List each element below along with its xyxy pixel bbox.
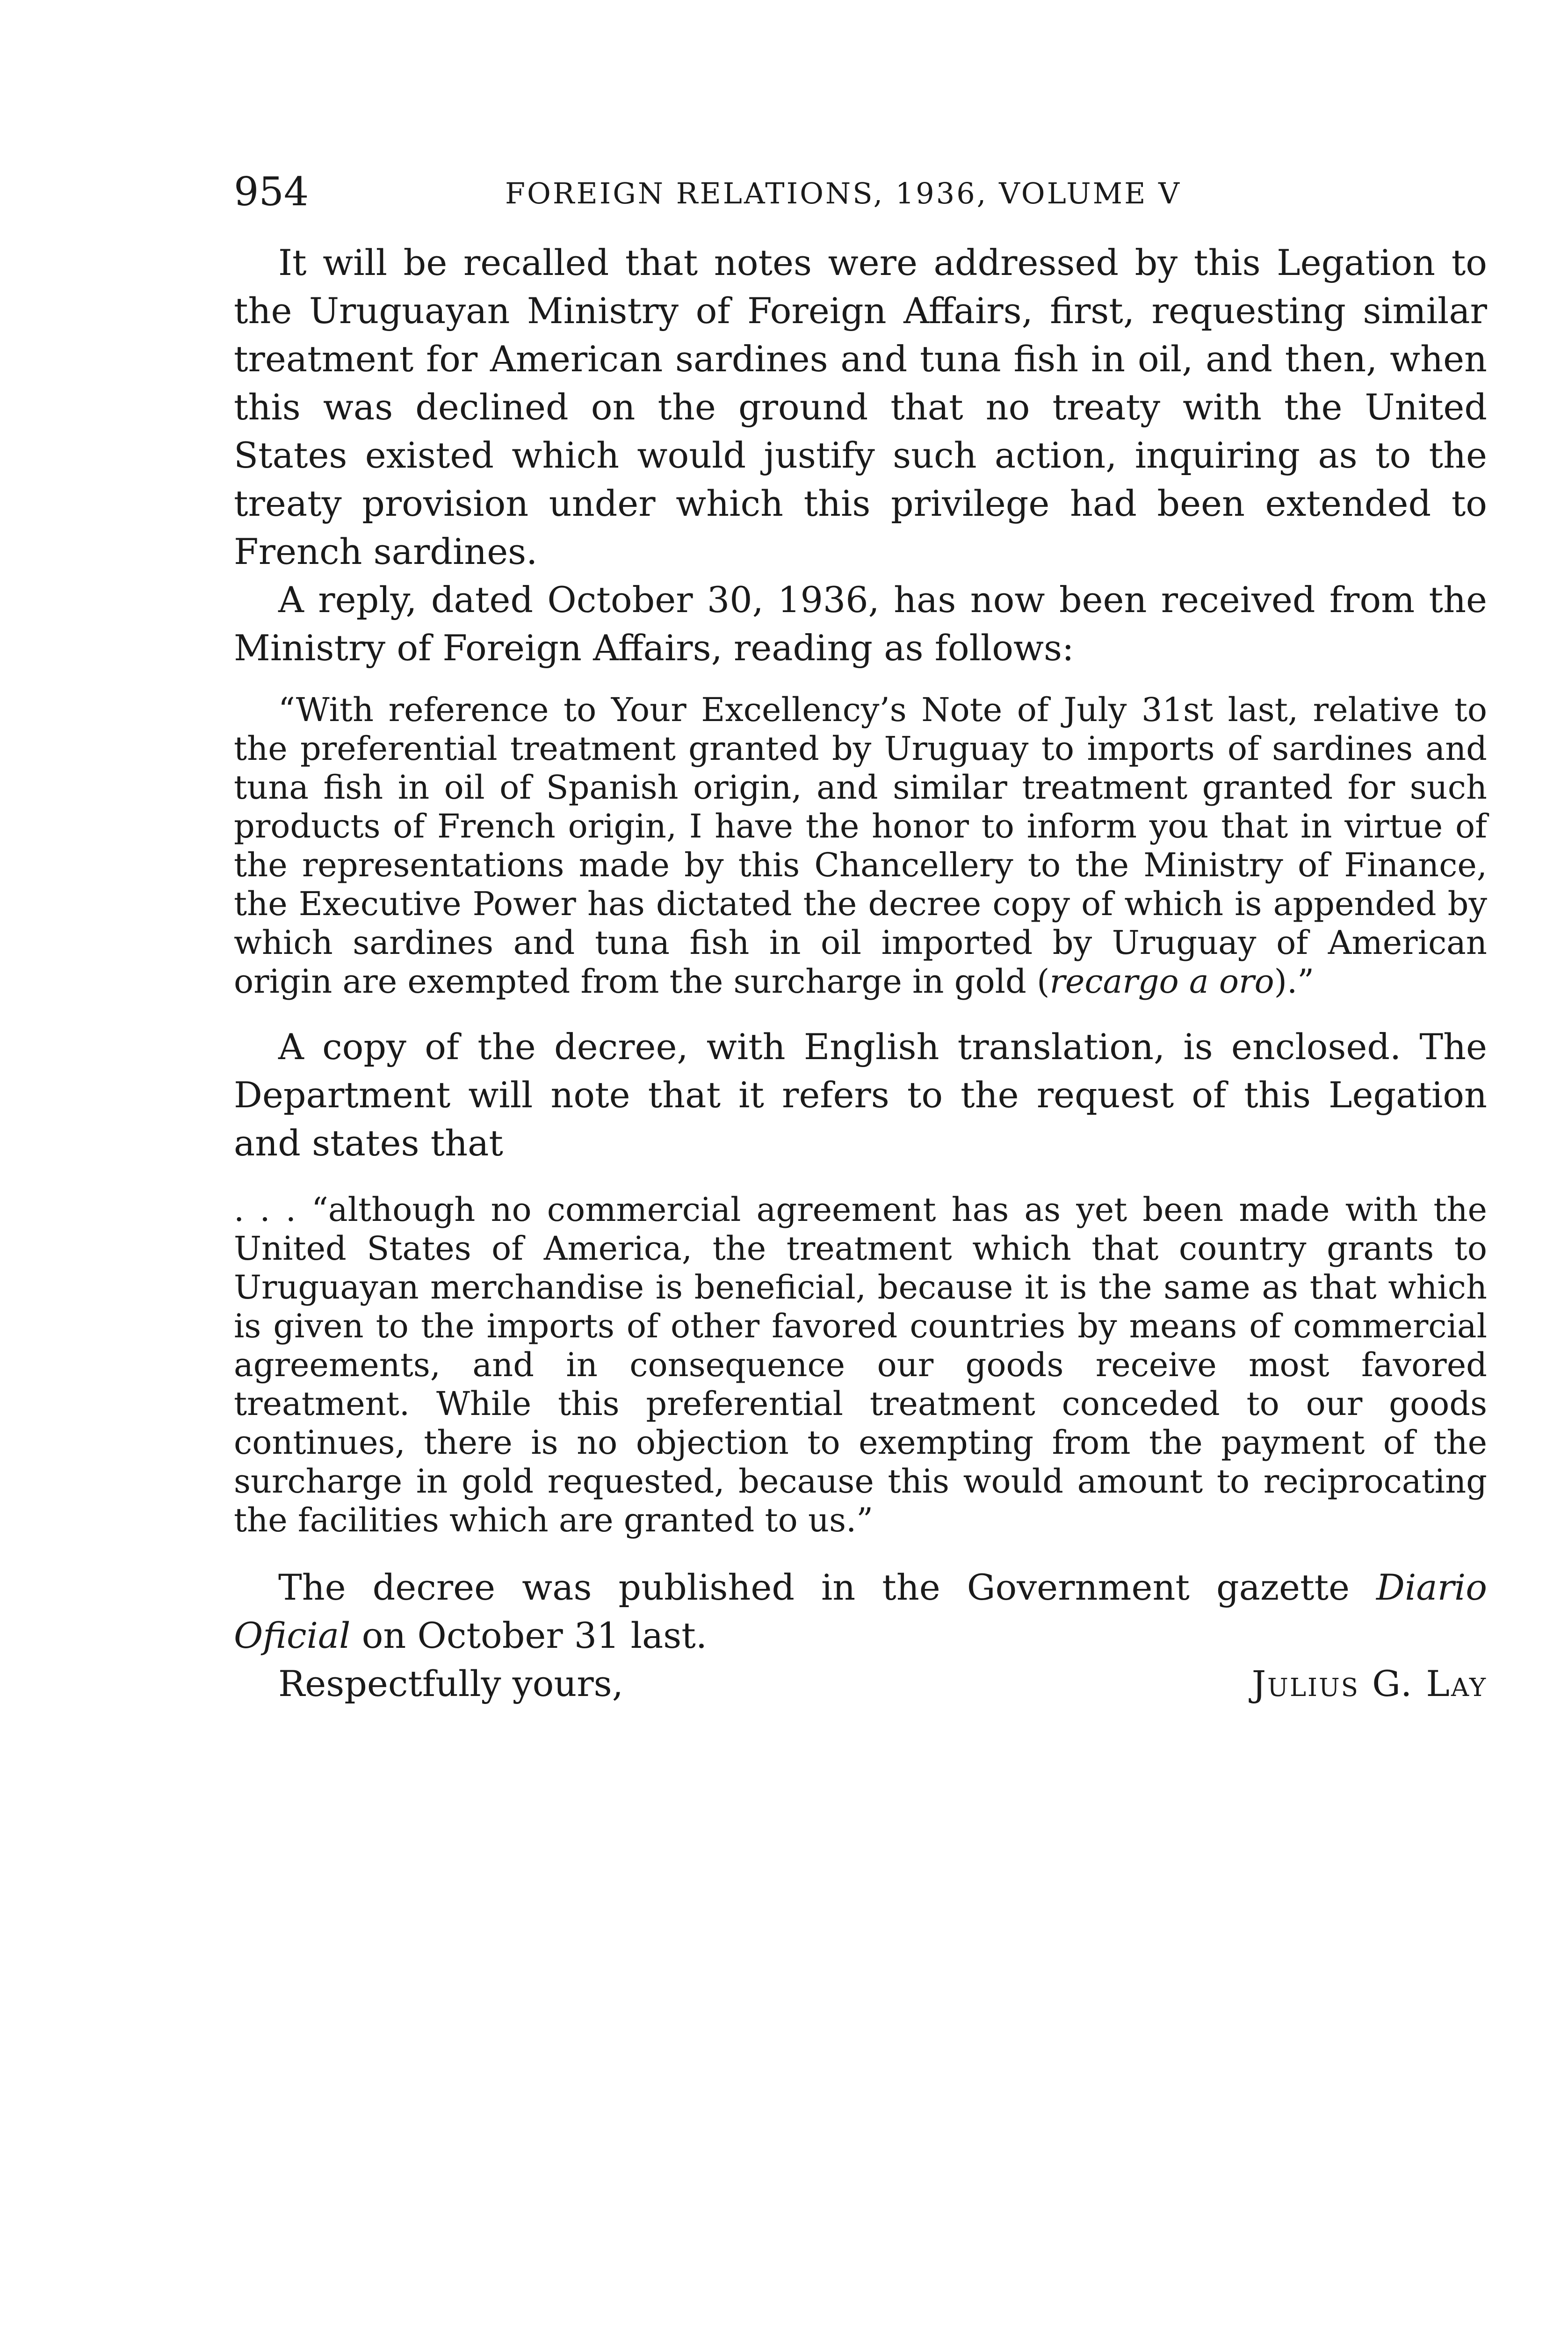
gazette-name: Diario Oficial xyxy=(234,1566,1487,1656)
paragraph-text: The decree was published in the Government gazette xyxy=(278,1566,1377,1608)
quote-text-end: ).” xyxy=(1274,962,1315,1001)
body-paragraph-2: A reply, dated October 30, 1936, has now been received from the Ministry of Foreign Affairs, reading as follows: xyxy=(234,579,1487,669)
page-content xyxy=(234,168,1487,1711)
quote-italic-term: recargo a oro xyxy=(1049,962,1274,1001)
page-header xyxy=(234,168,1487,224)
body-paragraph-1: It will be recalled that notes were addressed by this Legation to the Uruguayan Ministry of Foreign Affairs, first, requesting similar treatment for American sardines and tuna fish in oil, and then, when this was declined on the ground that no treaty with the United States existed which would justify such action, inquiring as to the treaty provision under which this privilege had been extended to French sardines. xyxy=(234,242,1487,572)
block-quote-decree: . . . “although no commercial agreement has as yet been made with the United States of America, the treatment which that country grants to Uruguayan merchandise is beneficial, because it is the same as that which is given to the imports of other favored countries by means of commercial agreements, and in consequence our goods receive most favored treatment. While this preferential treatment conceded to our goods continues, there is no objection to exempting from the payment of the surcharge in gold requested, because this would amount to reciprocating the facilities which are granted to us.” xyxy=(234,1191,1487,1539)
signature-name: Julius G. Lay xyxy=(1251,1663,1487,1704)
closing-salutation: Respectfully yours, xyxy=(278,1663,623,1704)
quote-text: “With reference to Your Excellency’s Note of July 31st last, relative to the preferential treatment granted by Uruguay to imports of sardines and tuna fish in oil of Spanish origin, and similar treatment granted for such products of French origin, I have the honor to inform you that in virtue of the representations made by this Chancellery to the Ministry of Finance, the Executive Power has dictated the decree copy of which is appended by which sardines and tuna fish in oil imported by Uruguay of American origin are exempted from the surcharge in gold ( xyxy=(234,691,1487,1001)
body-paragraph-4 xyxy=(234,1563,1487,1660)
block-quote-ministry-reply xyxy=(234,691,1487,1001)
running-head: FOREIGN RELATIONS, 1936, VOLUME V xyxy=(505,176,1181,210)
body-paragraph-3: A copy of the decree, with English translation, is enclosed. The Department will note that it refers to the request of this Legation and states that xyxy=(234,1026,1487,1164)
page-number: 954 xyxy=(234,169,309,215)
signoff xyxy=(234,1660,1487,1711)
paragraph-text-end: on October 31 last. xyxy=(350,1615,707,1656)
